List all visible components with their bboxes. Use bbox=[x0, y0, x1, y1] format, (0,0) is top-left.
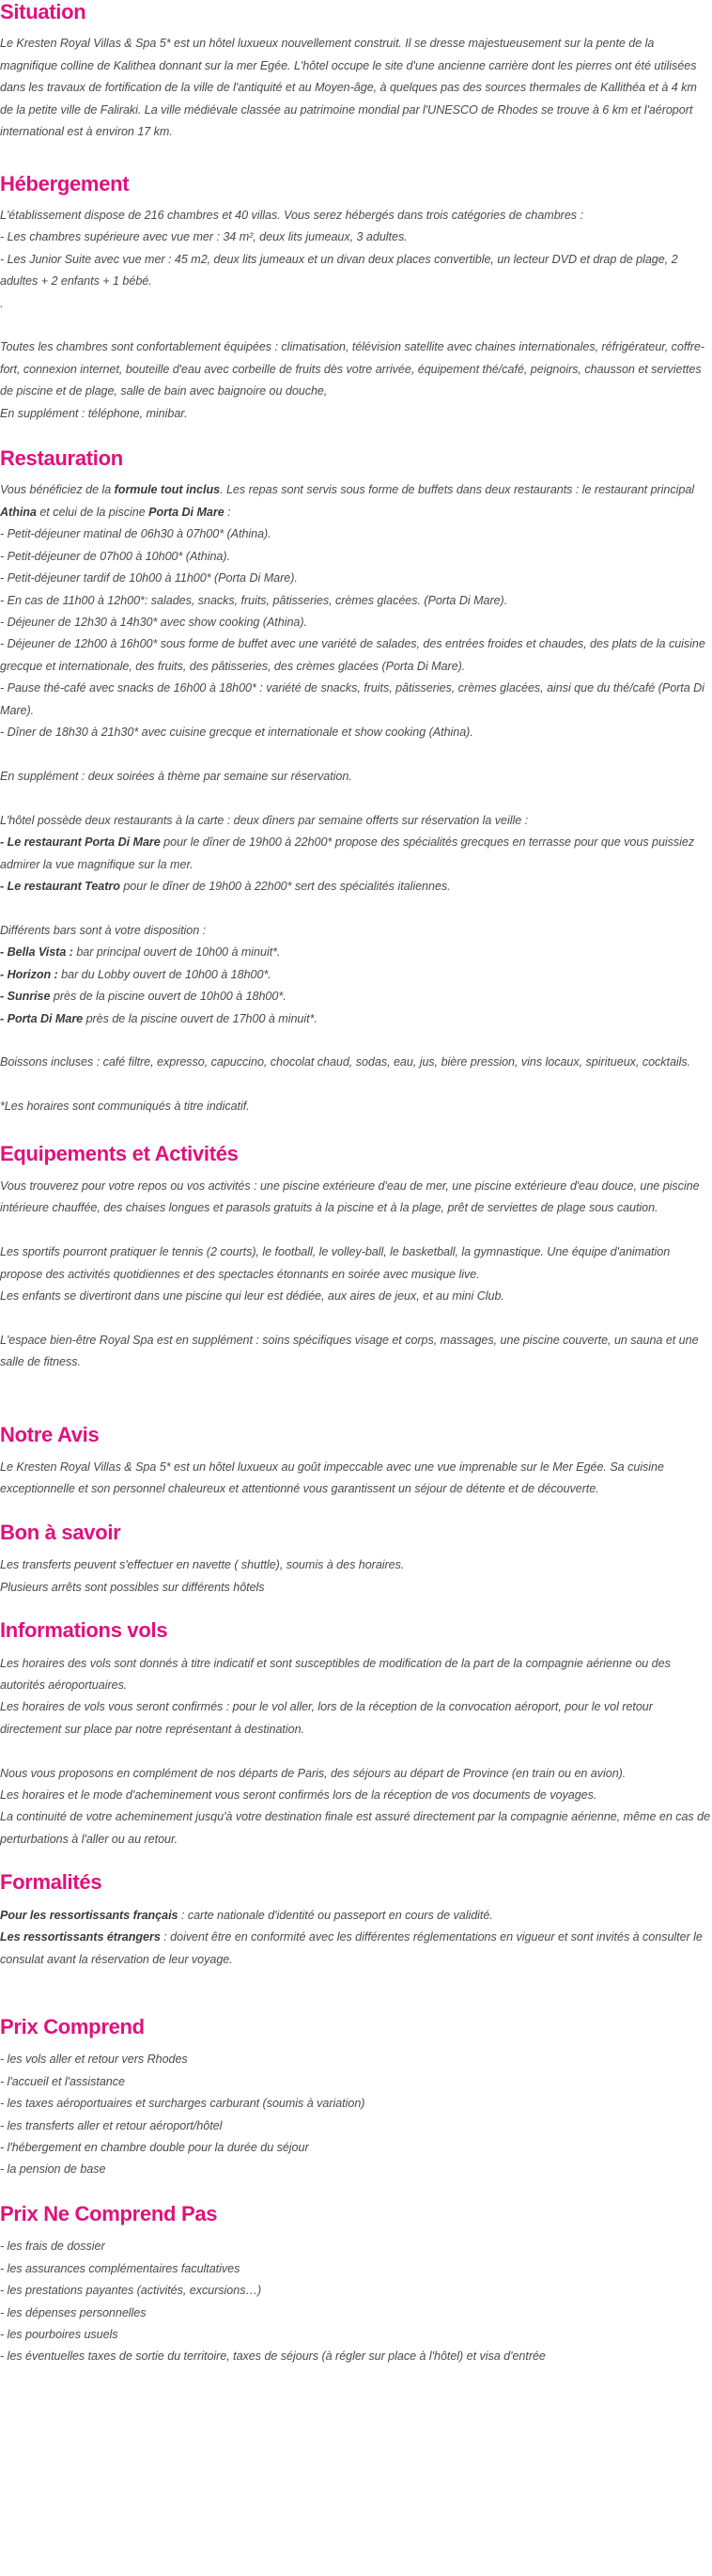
list-item: - les taxes aéroportuaires et surcharges carburant (soumis à variation) bbox=[0, 2097, 365, 2111]
room-category-junior-suite: - Les Junior Suite avec vue mer : 45 m2, deux lits jumeaux et un divan deux places convertible, un lecteur DVD et drap de plage, 2 adultes + 2 enfants + 1 bébé. bbox=[0, 252, 678, 289]
list-item: - les prestations payantes (activités, excursions…) bbox=[0, 2284, 262, 2298]
prixne-list bbox=[0, 2236, 712, 2368]
bar-item bbox=[0, 1008, 712, 1030]
hebergement-text bbox=[0, 205, 712, 425]
formalite-desc: : doivent être en conformité avec les différentes réglementations en vigueur et sont invités à consulter le consulat avant la réservation de leur voyage. bbox=[0, 1930, 703, 1966]
meal-item: - Petit-déjeuner matinal de 06h30 à 07h00* (Athina). bbox=[0, 527, 271, 541]
list-item: - les transferts aller et retour aéroport/hôtel bbox=[0, 2118, 223, 2132]
stops-text: Plusieurs arrêts sont possibles sur différents hôtels bbox=[0, 1580, 265, 1594]
restaurant-porta-di-mare: Porta Di Mare bbox=[148, 505, 224, 519]
section-title-avis: Notre Avis bbox=[0, 1422, 100, 1446]
spacer bbox=[0, 1074, 712, 1096]
meal-item: - Dîner de 18h30 à 21h30* avec cuisine grecque et internationale et show cooking (Athina). bbox=[0, 726, 473, 740]
alacarte-intro: L'hôtel possède deux restaurants à la carte : deux dîners par semaine offerts sur réservation la veille : bbox=[0, 813, 529, 827]
bar-item bbox=[0, 942, 712, 963]
prix-list bbox=[0, 2049, 712, 2181]
drinks-included-text: Boissons incluses : café filtre, expresso, capuccino, chocolat chaud, sodas, eau, jus, bière pression, vins locaux, spiritueux, cocktails. bbox=[0, 1055, 691, 1069]
formalites-text bbox=[0, 1905, 712, 1971]
section-prix-ne-comprend-pas bbox=[0, 2202, 712, 2368]
section-title-hebergement: Hébergement bbox=[0, 171, 130, 195]
savoir-text bbox=[0, 1554, 712, 1599]
vols-para: Les horaires de vols vous seront confirmés : pour le vol aller, lors de la réception de la convocation aéroport, pour le vol retour directement sur place par notre représentant à destination. bbox=[0, 1700, 653, 1736]
bar-item bbox=[0, 986, 712, 1007]
formalite-label: Les ressortissants étrangers bbox=[0, 1930, 161, 1944]
bar-name: - Horizon : bbox=[0, 967, 58, 981]
section-equipements bbox=[0, 1142, 712, 1374]
list-item: - la pension de base bbox=[0, 2162, 106, 2177]
spacer bbox=[0, 315, 712, 336]
alacarte-name: - Le restaurant Porta Di Mare bbox=[0, 835, 161, 850]
kids-text: Les enfants se divertiront dans une piscine qui leur est dédiée, aux aires de jeux, et au mini Club. bbox=[0, 1289, 504, 1304]
vols-para: Les horaires et le mode d'acheminement vous seront confirmés lors de la réception de vos documents de voyages. bbox=[0, 1788, 597, 1803]
restauration-intro bbox=[0, 479, 712, 523]
section-title-prix: Prix Comprend bbox=[0, 2014, 145, 2038]
hours-note: *Les horaires sont communiqués à titre indicatif. bbox=[0, 1100, 250, 1114]
spacer bbox=[0, 788, 712, 809]
bar-item bbox=[0, 964, 712, 986]
restaurant-athina: Athina bbox=[0, 505, 37, 519]
list-item: - les vols aller et retour vers Rhodes bbox=[0, 2053, 188, 2067]
hebergement-intro: L'établissement dispose de 216 chambres et 40 villas. Vous serez hébergés dans trois catégories de chambres : bbox=[0, 208, 583, 222]
meal-item: - Pause thé-café avec snacks de 16h00 à 18h00* : variété de snacks, fruits, pâtisseries, crèmes glacées, ainsi que du thé/café (Porta Di Mare). bbox=[0, 681, 704, 717]
bar-name: - Porta Di Mare bbox=[0, 1011, 84, 1025]
section-title-prixne: Prix Ne Comprend Pas bbox=[0, 2201, 218, 2225]
bar-name: - Sunrise bbox=[0, 990, 51, 1004]
section-formalites bbox=[0, 1870, 712, 1971]
section-situation bbox=[0, 0, 712, 144]
hebergement-dot: . bbox=[0, 296, 4, 310]
intro-text: : bbox=[224, 505, 231, 519]
section-title-savoir: Bon à savoir bbox=[0, 1520, 121, 1544]
formalite-francais bbox=[0, 1905, 712, 1927]
section-notre-avis bbox=[0, 1423, 712, 1501]
transfers-text: Les transferts peuvent s'effectuer en navette ( shuttle), soumis à des horaires. bbox=[0, 1558, 405, 1572]
alacarte-desc: pour le dîner de 19h00 à 22h00* propose des spécialités grecques en terrasse pour que vous puissiez admirer la vue magnifique sur la mer. bbox=[0, 835, 695, 871]
meal-item: - Déjeuner de 12h00 à 16h00* sous forme de buffet avec une variété de salades, des entrées froides et chaudes, des plats de la cuisine grecque et internationale, des fruits, des pâtisseries, des crèmes glacées (Porta Di Mare). bbox=[0, 637, 705, 673]
spa-text: L'espace bien-être Royal Spa est en supplément : soins spécifiques visage et corps, massages, une piscine couverte, un sauna et une salle de fitness. bbox=[0, 1333, 699, 1369]
formalite-label: Pour les ressortissants français bbox=[0, 1908, 178, 1922]
intro-text: et celui de la piscine bbox=[36, 505, 149, 519]
formalite-etrangers bbox=[0, 1927, 712, 1971]
vols-para: Les horaires des vols sont donnés à titre indicatif et sont susceptibles de modification de la part de la compagnie aérienne ou des autorités aéroportuaires. bbox=[0, 1656, 671, 1692]
spacer bbox=[0, 1741, 712, 1762]
formule-tout-inclus: formule tout inclus bbox=[114, 483, 221, 497]
spacer bbox=[0, 1307, 712, 1329]
room-category-superieure: - Les chambres supérieure avec vue mer : 34 m², deux lits jumeaux, 3 adultes. bbox=[0, 230, 408, 244]
list-item: - l'accueil et l'assistance bbox=[0, 2074, 125, 2088]
sports-text: Les sportifs pourront pratiquer le tennis (2 courts), le football, le volley-ball, le basketball, la gymnastique. Une équipe d'animation propose des activités quotidiennes et des spectacles étonnants en soirée avec musique live. bbox=[0, 1245, 671, 1281]
section-restauration bbox=[0, 446, 712, 1117]
bar-name: - Bella Vista : bbox=[0, 945, 73, 960]
alacarte-item bbox=[0, 876, 712, 898]
list-item: - les frais de dossier bbox=[0, 2240, 105, 2254]
formalite-desc: : carte nationale d'identité ou passeport en cours de validité. bbox=[178, 1908, 493, 1922]
vols-para: La continuité de votre acheminement jusqu'à votre destination finale est assuré directement par la compagnie aérienne, même en cas de perturbations à l'aller ou au retour. bbox=[0, 1810, 711, 1846]
list-item: - l'hébergement en chambre double pour la durée du séjour bbox=[0, 2141, 309, 2155]
list-item: - les dépenses personnelles bbox=[0, 2305, 147, 2319]
section-prix-comprend bbox=[0, 2015, 712, 2181]
pools-text: Vous trouverez pour votre repos ou vos activités : une piscine extérieure d'eau de mer, une piscine extérieure d'eau douce, une piscine intérieure chauffée, des chaises longues et parasols gratuits à la piscine et à la plage, prêt de serviettes de plage sous caution. bbox=[0, 1179, 700, 1215]
alacarte-name: - Le restaurant Teatro bbox=[0, 880, 120, 893]
meal-item: - En cas de 11h00 à 12h00*: salades, snacks, fruits, pâtisseries, crèmes glacées. (Porta Di Mare). bbox=[0, 593, 508, 607]
spacer bbox=[0, 1030, 712, 1052]
spacer bbox=[0, 898, 712, 919]
section-title-formalites: Formalités bbox=[0, 1870, 102, 1895]
situation-text: Le Kresten Royal Villas & Spa 5* est un hôtel luxueux nouvellement construit. Il se dresse majestueusement sur la pente de la magnifique colline de Kalithea donnant sur la mer Egée. L'hôtel occupe le site d'une ancienne carrière dont les pierres ont été utilisées dans les travaux de fortification de la ville de l'antiquité et au Moyen-âge, à quelques pas des sources thermales de Kallithéa et à 4 km de la petite ville de Faliraki. La ville médiévale classée au patrimoine mondial par l'UNESCO de Rhodes se trouve à 6 km et l'aéroport international est à environ 17 km. bbox=[0, 37, 697, 139]
section-title-restauration: Restauration bbox=[0, 446, 123, 471]
list-item: - les éventuelles taxes de sortie du territoire, taxes de séjours (à régler sur place à l'hôtel) et visa d'entrée bbox=[0, 2350, 546, 2364]
bars-intro: Différents bars sont à votre disposition : bbox=[0, 923, 207, 937]
list-item: - les pourboires usuels bbox=[0, 2327, 118, 2341]
section-hebergement bbox=[0, 172, 712, 426]
bar-desc: près de la piscine ouvert de 10h00 à 18h00*. bbox=[50, 990, 286, 1004]
spacer bbox=[0, 1220, 712, 1241]
bar-desc: bar du Lobby ouvert de 10h00 à 18h00*. bbox=[57, 967, 271, 981]
bar-desc: près de la piscine ouvert de 17h00 à minuit*. bbox=[83, 1011, 317, 1025]
avis-text: Le Kresten Royal Villas & Spa 5* est un hôtel luxueux au goût impeccable avec une vue imprenable sur le Mer Egée. Sa cuisine exceptionnelle et son personnel chaleureux et attentionné vous garantissent un séjour de détente et de découverte. bbox=[0, 1460, 664, 1496]
section-bon-a-savoir bbox=[0, 1521, 712, 1599]
themed-evenings-text: En supplément : deux soirées à thème par semaine sur réservation. bbox=[0, 769, 352, 783]
vols-para: Nous vous proposons en complément de nos départs de Paris, des séjours au départ de Province (en train ou en avion). bbox=[0, 1766, 627, 1780]
alacarte-item bbox=[0, 832, 712, 876]
equipements-text bbox=[0, 1176, 712, 1374]
list-item: - les assurances complémentaires facultatives bbox=[0, 2261, 240, 2275]
meal-item: - Petit-déjeuner tardif de 10h00 à 11h00* (Porta Di Mare). bbox=[0, 571, 298, 585]
bar-desc: bar principal ouvert de 10h00 à minuit*. bbox=[72, 945, 281, 960]
intro-text: Vous bénéficiez de la bbox=[0, 483, 115, 497]
meal-item: - Petit-déjeuner de 07h00 à 10h00* (Athina). bbox=[0, 549, 230, 563]
section-title-equipements: Equipements et Activités bbox=[0, 1141, 239, 1165]
room-equipment-text: Toutes les chambres sont confortablement équipées : climatisation, télévision satellite avec chaines internationales, réfrigérateur, coffre-fort, connexion internet, bouteille d'eau avec corbeille de fruits dès votre arrivée, équipement thé/café, peignoirs, chausson et serviettes de piscine et de plage, salle de bain avec baignoire ou douche, bbox=[0, 340, 704, 398]
section-informations-vols bbox=[0, 1618, 712, 1850]
alacarte-desc: pour le dîner de 19h00 à 22h00* sert des spécialités italiennes. bbox=[119, 880, 451, 893]
intro-text: . Les repas sont servis sous forme de buffets dans deux restaurants : le restaurant principal bbox=[220, 483, 695, 497]
room-supplement-text: En supplément : téléphone, minibar. bbox=[0, 406, 188, 420]
meal-item: - Déjeuner de 12h30 à 14h30* avec show cooking (Athina). bbox=[0, 616, 307, 629]
restauration-text bbox=[0, 479, 712, 1117]
spacer bbox=[0, 744, 712, 766]
section-title-vols: Informations vols bbox=[0, 1618, 168, 1643]
section-title-situation: Situation bbox=[0, 0, 86, 23]
vols-text bbox=[0, 1653, 712, 1851]
